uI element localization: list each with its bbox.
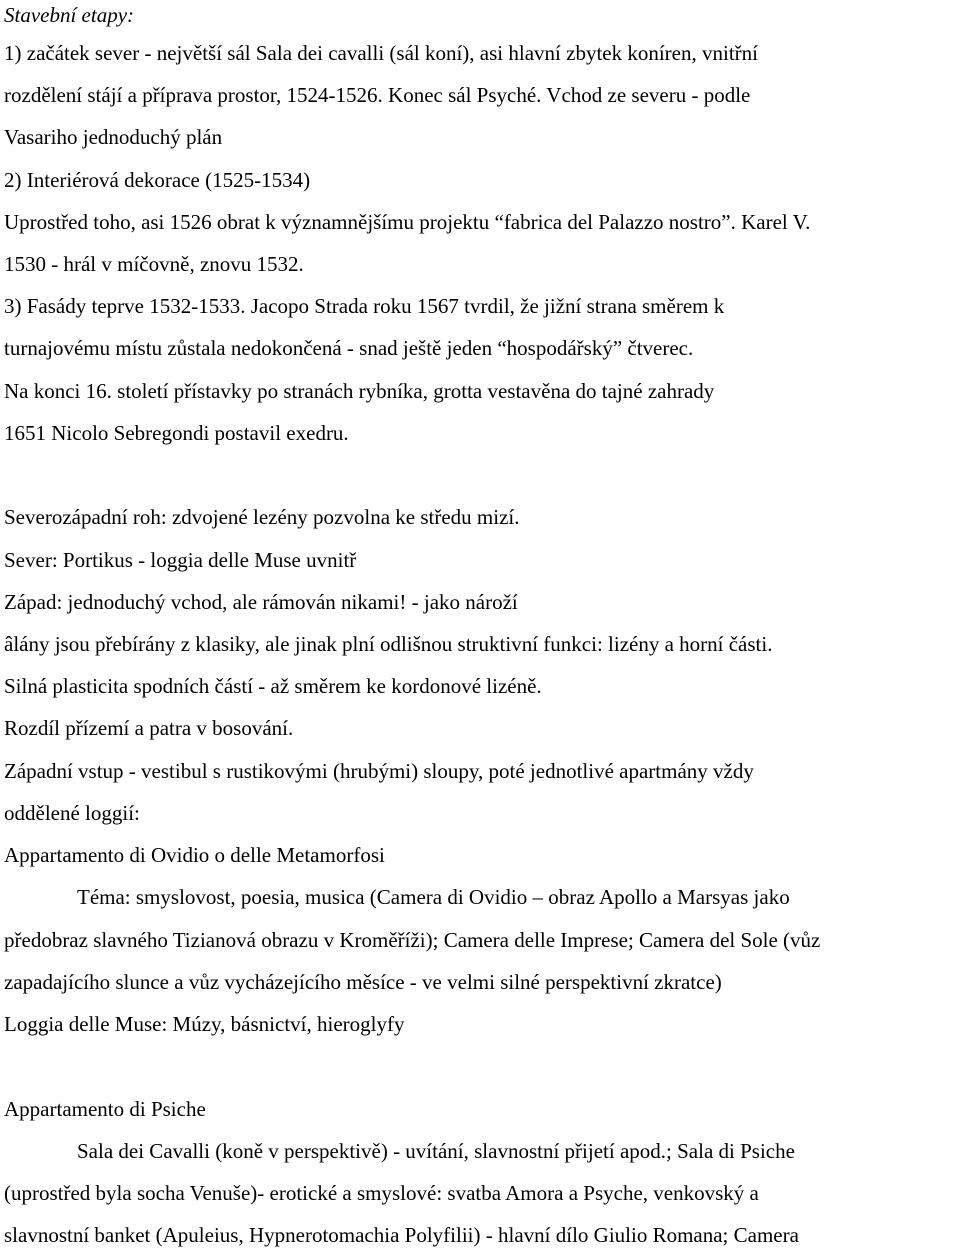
text-line: Sala dei Cavalli (koně v perspektivě) - uvítání, slavnostní přijetí apod.; Sala di Psiche <box>77 1139 795 1163</box>
section-heading: Stavební etapy: <box>4 3 135 27</box>
text-line: 3) Fasády teprve 1532-1533. Jacopo Strada roku 1567 tvrdil, že jižní strana směrem k <box>4 294 725 318</box>
text-line: 1651 Nicolo Sebregondi postavil exedru. <box>4 421 349 445</box>
text-line: Uprostřed toho, asi 1526 obrat k významnějšímu projektu “fabrica del Palazzo nostro”. Karel V. <box>4 210 811 234</box>
text-line: slavnostní banket (Apuleius, Hypnerotomachia Polyfilii) - hlavní dílo Giulio Romana; Camera <box>4 1223 799 1247</box>
text-line: předobraz slavného Tizianová obrazu v Kroměříži); Camera delle Imprese; Camera del Sole (vůz <box>4 928 821 952</box>
text-line: Severozápadní roh: zdvojené lezény pozvolna ke středu mizí. <box>4 505 520 529</box>
text-line: oddělené loggií: <box>4 801 140 825</box>
text-line: rozdělení stájí a příprava prostor, 1524-1526. Konec sál Psyché. Vchod ze severu - podle <box>4 83 751 107</box>
text-line: Téma: smyslovost, poesia, musica (Camera di Ovidio – obraz Apollo a Marsyas jako <box>77 885 790 909</box>
text-line: zapadajícího slunce a vůz vycházejícího měsíce - ve velmi silné perspektivní zkratce) <box>4 970 722 994</box>
text-line: turnajovému místu zůstala nedokončená - snad ještě jeden “hospodářský” čtverec. <box>4 336 694 360</box>
text-line: Loggia delle Muse: Múzy, básnictví, hieroglyfy <box>4 1012 405 1036</box>
text-line: Rozdíl přízemí a patra v bosování. <box>4 716 294 740</box>
text-line: Na konci 16. století přístavky po stranách rybníka, grotta vestavěna do tajné zahrady <box>4 379 715 403</box>
text-line: âlány jsou přebírány z klasiky, ale jinak plní odlišnou struktivní funkci: lizény a horní části. <box>4 632 773 656</box>
text-line: Appartamento di Ovidio o delle Metamorfosi <box>4 843 385 867</box>
text-line: Západ: jednoduchý vchod, ale rámován nikami! - jako nároží <box>4 590 518 614</box>
text-line: Appartamento di Psiche <box>4 1097 206 1121</box>
text-line: Vasariho jednoduchý plán <box>4 125 223 149</box>
text-line: 2) Interiérová dekorace (1525-1534) <box>4 168 311 192</box>
text-line: Sever: Portikus - loggia delle Muse uvnitř <box>4 548 357 572</box>
text-line: (uprostřed byla socha Venuše)- erotické a smyslové: svatba Amora a Psyche, venkovský a <box>4 1181 759 1205</box>
text-line: Západní vstup - vestibul s rustikovými (hrubými) sloupy, poté jednotlivé apartmány vždy <box>4 759 754 783</box>
text-line: Silná plasticita spodních částí - až směrem ke kordonové lizéně. <box>4 674 542 698</box>
text-line: 1) začátek sever - největší sál Sala dei cavalli (sál koní), asi hlavní zbytek koníren, vnitřní <box>4 41 758 65</box>
text-line: 1530 - hrál v míčovně, znovu 1532. <box>4 252 304 276</box>
